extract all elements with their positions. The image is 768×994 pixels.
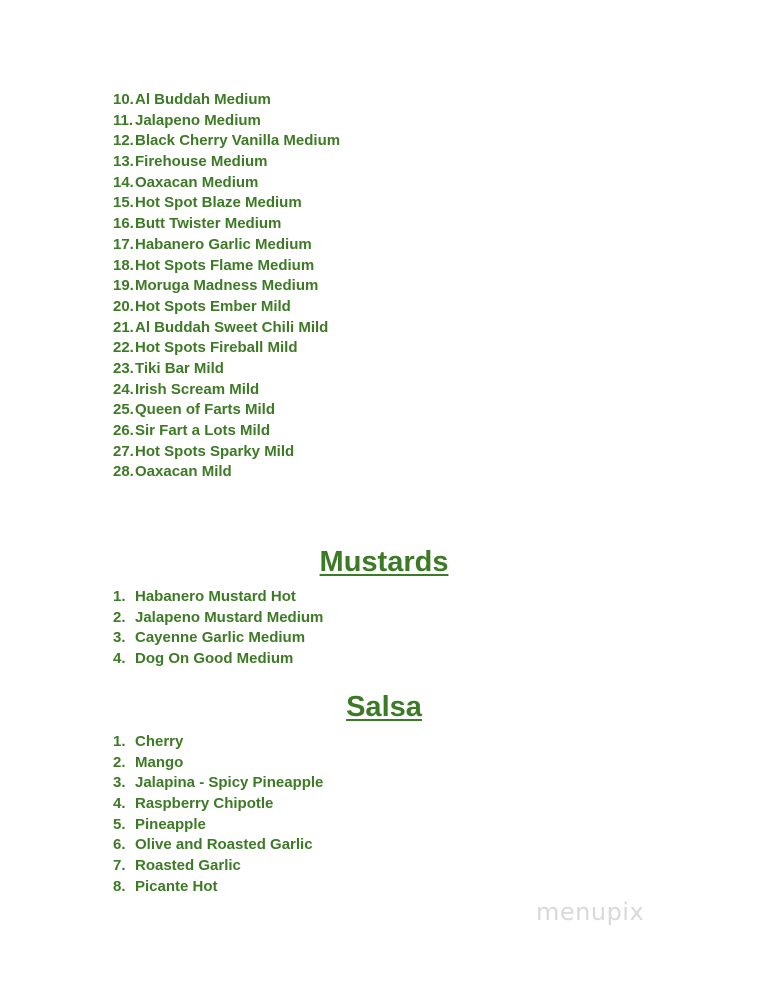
item-label: Irish Scream Mild (135, 380, 260, 398)
list-item (113, 173, 340, 194)
list-item (113, 773, 323, 794)
mustard-list (113, 587, 323, 670)
list-item (113, 214, 340, 235)
item-label: Oaxacan Mild (135, 463, 232, 481)
item-label: Black Cherry Vanilla Medium (135, 132, 341, 150)
list-item (113, 815, 323, 836)
item-label: Roasted Garlic (135, 857, 241, 875)
item-number: 4. (113, 795, 126, 813)
list-item (113, 111, 340, 132)
item-number: 14. (113, 173, 134, 191)
item-number: 15. (113, 194, 134, 212)
item-label: Dog On Good Medium (135, 650, 294, 668)
item-label: Queen of Farts Mild (135, 401, 276, 419)
list-item (113, 856, 323, 877)
item-label: Tiki Bar Mild (135, 359, 224, 377)
item-label: Cherry (135, 733, 184, 750)
item-number: 21. (113, 318, 134, 336)
item-number: 19. (113, 277, 134, 295)
list-item (113, 877, 323, 898)
item-label: Firehouse Medium (135, 153, 268, 171)
item-label: Mango (135, 753, 184, 771)
list-item (113, 318, 340, 339)
item-number: 11. (113, 111, 134, 129)
item-number: 10. (113, 91, 134, 108)
item-label: Hot Spots Fireball Mild (135, 339, 298, 357)
item-number: 18. (113, 256, 134, 274)
list-item (113, 152, 340, 173)
salsa-list (113, 732, 323, 898)
item-label: Pineapple (135, 815, 206, 833)
list-item (113, 794, 323, 815)
item-number: 28. (113, 463, 134, 481)
item-label: Olive and Roasted Garlic (135, 836, 313, 854)
item-number: 3. (113, 629, 126, 647)
item-label: Habanero Mustard Hot (135, 588, 296, 605)
list-item (113, 193, 340, 214)
item-label: Cayenne Garlic Medium (135, 629, 306, 647)
list-item (113, 235, 340, 256)
item-label: Al Buddah Medium (135, 91, 271, 108)
watermark-logo: menupix (536, 898, 645, 926)
item-number: 3. (113, 774, 126, 792)
list-item (113, 256, 340, 277)
item-number: 6. (113, 836, 126, 854)
item-number: 20. (113, 297, 134, 315)
item-label: Oaxacan Medium (135, 173, 259, 191)
item-label: Raspberry Chipotle (135, 795, 274, 813)
list-item (113, 380, 340, 401)
item-number: 16. (113, 215, 134, 233)
item-label: Jalapina - Spicy Pineapple (135, 774, 324, 792)
list-item (113, 338, 340, 359)
list-item (113, 753, 323, 774)
item-number: 27. (113, 442, 134, 460)
section-title-mustards: Mustards (319, 546, 449, 578)
item-number: 7. (113, 857, 126, 875)
item-number: 17. (113, 235, 134, 253)
item-label: Butt Twister Medium (135, 215, 282, 233)
item-number: 5. (113, 815, 126, 833)
list-item (113, 462, 340, 483)
item-number: 1. (113, 733, 126, 750)
list-item (113, 608, 323, 629)
item-number: 4. (113, 650, 126, 668)
item-label: Habanero Garlic Medium (135, 235, 312, 253)
item-number: 13. (113, 153, 134, 171)
item-label: Picante Hot (135, 877, 218, 895)
item-label: Sir Fart a Lots Mild (135, 422, 271, 439)
list-item (113, 297, 340, 318)
list-item (113, 276, 340, 297)
list-item (113, 628, 323, 649)
list-item (113, 442, 340, 463)
item-number: 1. (113, 588, 126, 605)
list-item (113, 90, 340, 111)
list-item (113, 421, 340, 442)
section-title-salsa: Salsa (346, 691, 422, 723)
item-label: Hot Spots Ember Mild (135, 297, 291, 315)
item-number: 23. (113, 359, 134, 377)
list-item (113, 587, 323, 608)
list-item (113, 732, 323, 753)
item-number: 2. (113, 608, 126, 626)
list-item (113, 649, 323, 670)
item-number: 24. (113, 380, 134, 398)
list-item (113, 359, 340, 380)
list-item (113, 835, 323, 856)
list-item (113, 131, 340, 152)
item-label: Jalapeno Medium (135, 111, 261, 129)
item-number: 22. (113, 339, 134, 357)
item-label: Hot Spots Flame Medium (135, 256, 315, 274)
item-number: 26. (113, 422, 134, 439)
item-label: Hot Spots Sparky Mild (135, 442, 295, 460)
item-number: 25. (113, 401, 134, 419)
item-number: 8. (113, 877, 126, 895)
list-item (113, 400, 340, 421)
item-label: Jalapeno Mustard Medium (135, 608, 324, 626)
item-label: Al Buddah Sweet Chili Mild (135, 318, 329, 336)
item-label: Hot Spot Blaze Medium (135, 194, 302, 212)
item-number: 12. (113, 132, 134, 150)
item-label: Moruga Madness Medium (135, 277, 319, 295)
item-number: 2. (113, 753, 126, 771)
sauce-list (113, 90, 340, 483)
